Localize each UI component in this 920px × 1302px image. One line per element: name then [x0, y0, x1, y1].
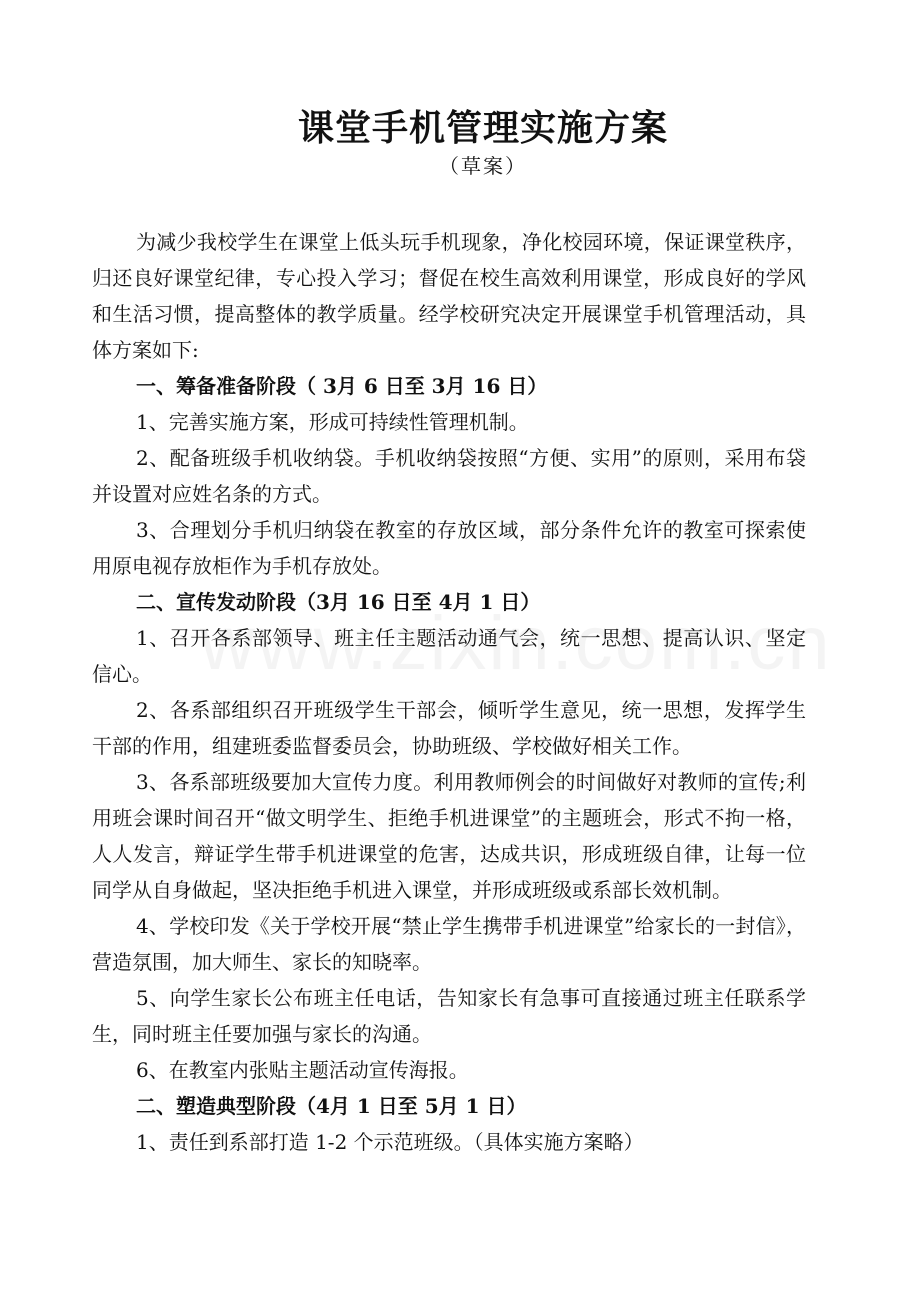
section-1-item-1: 1、完善实施方案，形成可持续性管理机制。 — [136, 410, 529, 434]
section-3-item-1: 1、责任到系部打造 1-2 个示范班级。（具体实施方案略） — [136, 1130, 644, 1154]
section-2-item-4: 4、学校印发《关于学校开展“禁止学生携带手机进课堂”给家长的一封信》，营造氛围，加大师生、家长的知晓率。 — [92, 914, 806, 974]
section-2-item-3: 3、各系部班级要加大宣传力度。利用教师例会的时间做好对教师的宣传;利用班会课时间召开“做文明学生、拒绝手机进课堂”的主题班会，形式不拘一格，人人发言，辩证学生带手机进课堂的危害，达成共识，形成班级自律，让每一位同学从自身做起，坚决拒绝手机进入课堂，并形成班级或系部长效机制。 — [92, 770, 806, 902]
document-body — [92, 224, 806, 1160]
section-2-item-2: 2、各系部组织召开班级学生干部会，倾听学生意见，统一思想，发挥学生干部的作用，组建班委监督委员会，协助班级、学校做好相关工作。 — [92, 698, 806, 758]
document-title: 课堂手机管理实施方案 — [297, 107, 668, 149]
section-2-item-5: 5、向学生家长公布班主任电话，告知家长有急事可直接通过班主任联系学生，同时班主任要加强与家长的沟通。 — [92, 986, 806, 1046]
section-heading-2: 二、宣传发动阶段（3月 16 日至 4月 1 日） — [136, 590, 541, 614]
section-1-item-3: 3、合理划分手机归纳袋在教室的存放区域，部分条件允许的教室可探索使用原电视存放柜作为手机存放处。 — [92, 518, 806, 578]
section-2-item-1: 1、召开各系部领导、班主任主题活动通气会，统一思想、提高认识、坚定信心。 — [92, 626, 806, 686]
section-heading-3: 二、塑造典型阶段（4月 1 日至 5月 1 日） — [136, 1094, 527, 1118]
section-2-item-6: 6、在教室内张贴主题活动宣传海报。 — [136, 1058, 469, 1082]
document-subtitle: （草案） — [439, 154, 527, 178]
intro-paragraph: 为减少我校学生在课堂上低头玩手机现象，净化校园环境，保证课堂秩序，归还良好课堂纪律，专心投入学习；督促在校生高效利用课堂，形成良好的学风和生活习惯，提高整体的教学质量。经学校研究决定开展课堂手机管理活动，具体方案如下: — [92, 230, 806, 362]
section-heading-1: 一、筹备准备阶段（ 3月 6 日至 3月 16 日） — [136, 374, 548, 398]
section-1-item-2: 2、配备班级手机收纳袋。手机收纳袋按照“方便、实用”的原则，采用布袋并设置对应姓名条的方式。 — [92, 446, 806, 506]
